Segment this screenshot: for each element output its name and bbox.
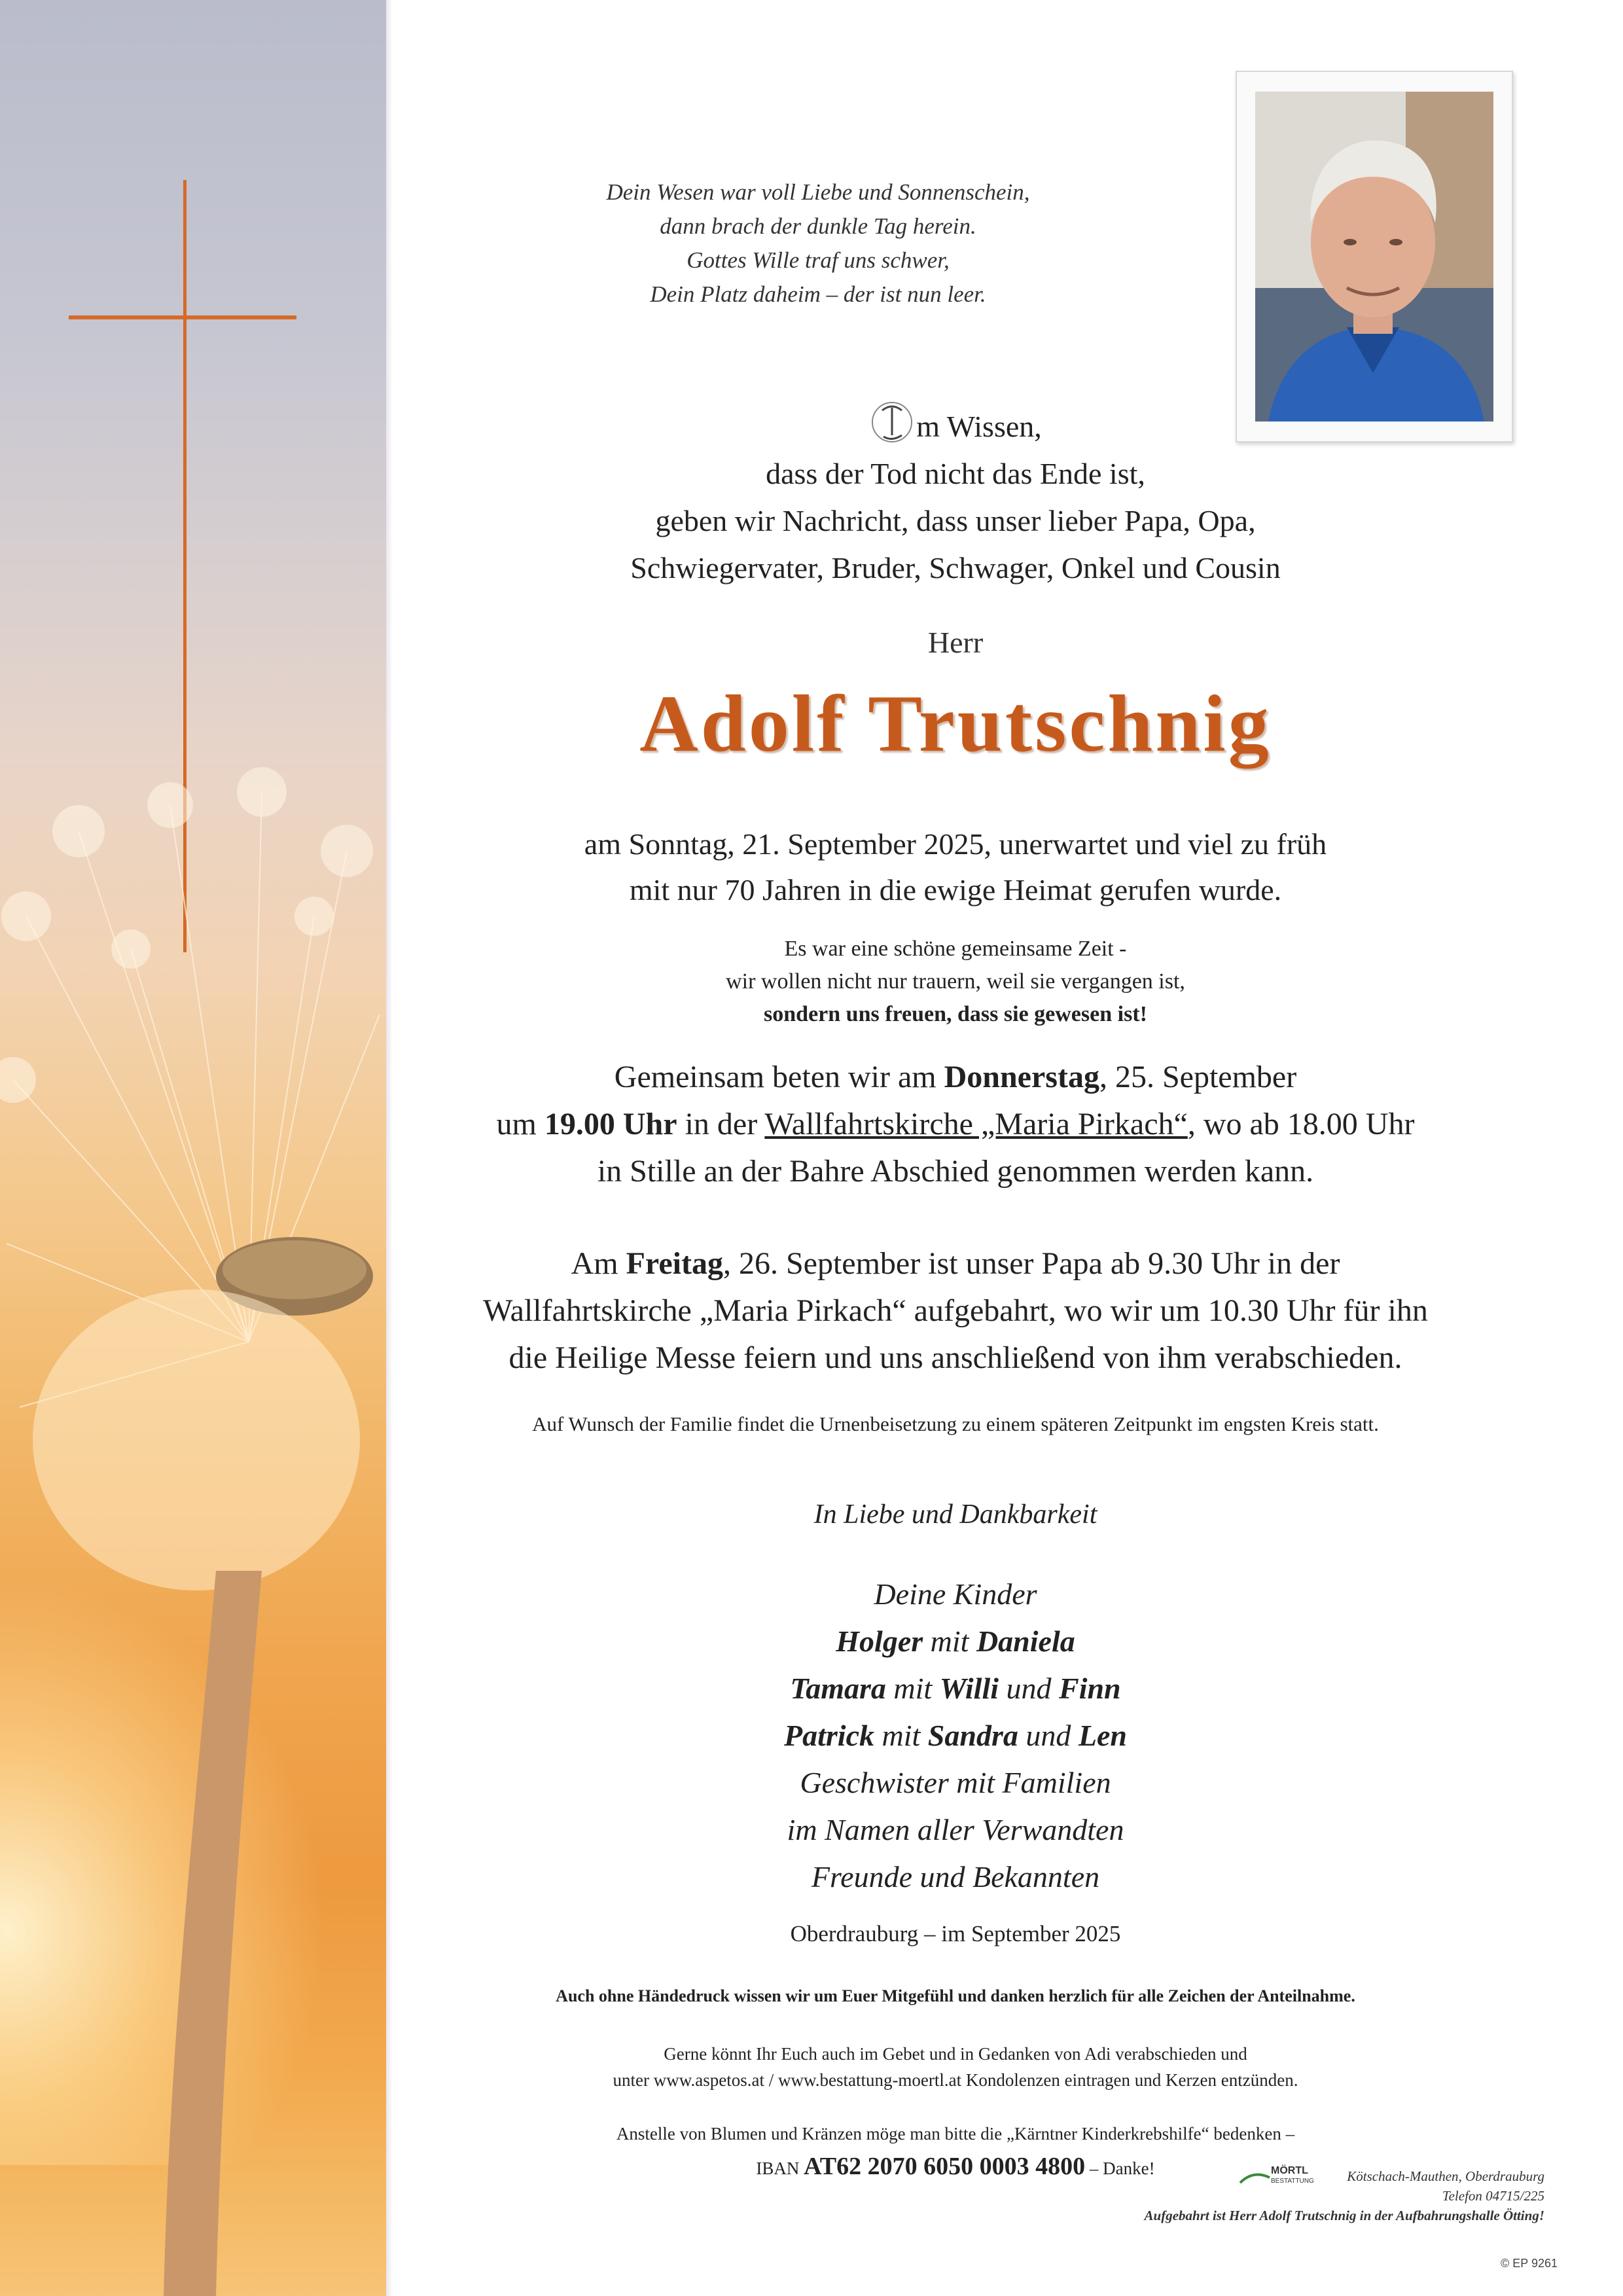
salutation: Herr <box>927 626 984 659</box>
poem <box>393 175 1243 312</box>
memorial-quote <box>419 933 1492 1031</box>
family-member: Len <box>1078 1719 1127 1752</box>
strip-divider <box>386 0 393 2296</box>
prayer-time: 19.00 Uhr <box>544 1107 677 1141</box>
family-connector: mit <box>874 1719 928 1752</box>
family-member: Patrick <box>784 1719 874 1752</box>
death-notice <box>419 821 1492 913</box>
prayer-text: in der <box>677 1107 765 1141</box>
funeral-line-1 <box>419 1240 1492 1287</box>
family-member: Tamara <box>790 1672 886 1705</box>
cross-icon-beam <box>69 315 296 319</box>
footer-phone: Telefon 04715/225 <box>1442 2188 1544 2204</box>
quote-line-2: wir wollen nicht nur trauern, weil sie vergangen ist, <box>726 969 1185 994</box>
intro-line-2: dass der Tod nicht das Ende ist, <box>766 457 1145 490</box>
family-member: Sandra <box>927 1719 1018 1752</box>
poem-line: Gottes Wille traf uns schwer, <box>687 247 950 273</box>
family-connector: mit <box>923 1624 976 1658</box>
print-code: © EP 9261 <box>1501 2257 1558 2270</box>
logo-name: MÖRTL <box>1271 2165 1308 2176</box>
church-name: Wallfahrtskirche „Maria Pirkach“ <box>764 1107 1188 1141</box>
prayer-day: Donnerstag <box>944 1060 1099 1094</box>
prayer-line-3: in Stille an der Bahre Abschied genommen werden kann. <box>597 1154 1314 1189</box>
donation-thanks: – Danke! <box>1085 2159 1155 2178</box>
intro-line-1 <box>419 396 1492 450</box>
announcement-intro <box>419 396 1492 592</box>
family-heading: In Liebe und Dankbarkeit <box>813 1499 1097 1530</box>
funeral-text: , 26. September ist unser Papa ab 9.30 Uhr in der <box>722 1246 1340 1281</box>
ornamental-initial <box>869 396 915 448</box>
family-list <box>419 1571 1492 1901</box>
deceased-name: Adolf Trutschnig <box>639 679 1272 768</box>
poem-line: dann brach der dunkle Tag herein. <box>660 213 976 239</box>
quote-line-3 <box>419 998 1492 1031</box>
family-row <box>419 1618 1492 1665</box>
logo-sub: BESTATTUNG <box>1271 2178 1314 2185</box>
quote-line-1: Es war eine schöne gemeinsame Zeit - <box>784 937 1127 961</box>
acknowledgement: Auch ohne Händedruck wissen wir um Euer Mitgefühl und danken herzlich für alle Zeichen der Anteilnahme. <box>556 1986 1355 2005</box>
poem-line: Dein Wesen war voll Liebe und Sonnenschein, <box>606 179 1030 205</box>
family-children: Deine Kinder <box>874 1577 1037 1611</box>
poem-line: Dein Platz daheim – der ist nun leer. <box>650 281 986 307</box>
funeral-line-2: Wallfahrtskirche „Maria Pirkach“ aufgebahrt, wo wir um 10.30 Uhr für ihn <box>483 1293 1428 1328</box>
footer-location: Kötschach-Mauthen, Oberdrauburg <box>1347 2168 1544 2184</box>
family-connector: und <box>999 1672 1060 1705</box>
place-date: Oberdrauburg – im September 2025 <box>790 1921 1121 1946</box>
death-notice-line-1: am Sonntag, 21. September 2025, unerwartet und viel zu früh <box>584 827 1327 861</box>
intro-line-3: geben wir Nachricht, dass unser lieber Papa, Opa, <box>655 504 1256 537</box>
portrait-photo-frame <box>1236 71 1513 442</box>
online-condolences <box>419 2041 1492 2093</box>
family-friends: Freunde und Bekannten <box>811 1860 1100 1893</box>
family-row <box>419 1665 1492 1712</box>
decorative-side-image <box>0 0 386 2296</box>
prayer-date: , 25. September <box>1099 1060 1297 1094</box>
family-member: Holger <box>836 1624 923 1658</box>
prayer-info <box>419 1054 1492 1195</box>
family-row <box>419 1712 1492 1759</box>
online-line-2: unter www.aspetos.at / www.bestattung-moertl.at Kondolenzen eintragen und Kerzen entzünden. <box>613 2070 1298 2090</box>
family-connector: mit <box>885 1672 940 1705</box>
family-relatives: im Namen aller Verwandten <box>787 1813 1124 1846</box>
family-connector: und <box>1018 1719 1079 1752</box>
donation-line-1: Anstelle von Blumen und Kränzen möge man bitte die „Kärntner Kinderkrebshilfe“ bedenken – <box>616 2124 1295 2144</box>
online-line-1: Gerne könnt Ihr Euch auch im Gebet und in Gedanken von Adi verabschieden und <box>664 2044 1247 2064</box>
funeral-line-3: die Heilige Messe feiern und uns anschließend von ihm verabschieden. <box>508 1340 1402 1375</box>
family-siblings: Geschwister mit Familien <box>800 1766 1111 1799</box>
portrait-photo <box>1255 92 1493 422</box>
iban-number: AT62 2070 6050 0003 4800 <box>804 2153 1086 2180</box>
dandelion-image <box>0 753 386 2296</box>
family-member: Finn <box>1059 1672 1121 1705</box>
footer-note: Aufgebahrt ist Herr Adolf Trutschnig in der Aufbahrungshalle Ötting! <box>1144 2208 1544 2223</box>
intro-first-word: m Wissen, <box>916 410 1042 443</box>
prayer-line-2 <box>419 1101 1492 1148</box>
prayer-text: um <box>496 1107 544 1141</box>
funeral-text: Am <box>571 1246 626 1281</box>
funeral-info <box>419 1240 1492 1382</box>
funeral-day: Freitag <box>626 1246 723 1281</box>
prayer-line-1 <box>419 1054 1492 1101</box>
quote-line-3-text: sondern uns freuen, dass sie gewesen ist! <box>764 1002 1147 1026</box>
iban-label: IBAN <box>756 2159 804 2178</box>
funeral-home-info <box>1145 2166 1544 2225</box>
intro-line-4: Schwiegervater, Bruder, Schwager, Onkel und Cousin <box>630 551 1281 584</box>
family-member: Daniela <box>976 1624 1075 1658</box>
prayer-text: Gemeinsam beten wir am <box>614 1060 944 1094</box>
prayer-text: , wo ab 18.00 Uhr <box>1187 1107 1415 1141</box>
death-notice-line-2: mit nur 70 Jahren in die ewige Heimat gerufen wurde. <box>629 873 1282 906</box>
urn-burial-note: Auf Wunsch der Familie findet die Urnenbeisetzung zu einem späteren Zeitpunkt im engsten Kreis statt. <box>532 1412 1379 1435</box>
family-member: Willi <box>939 1672 999 1705</box>
